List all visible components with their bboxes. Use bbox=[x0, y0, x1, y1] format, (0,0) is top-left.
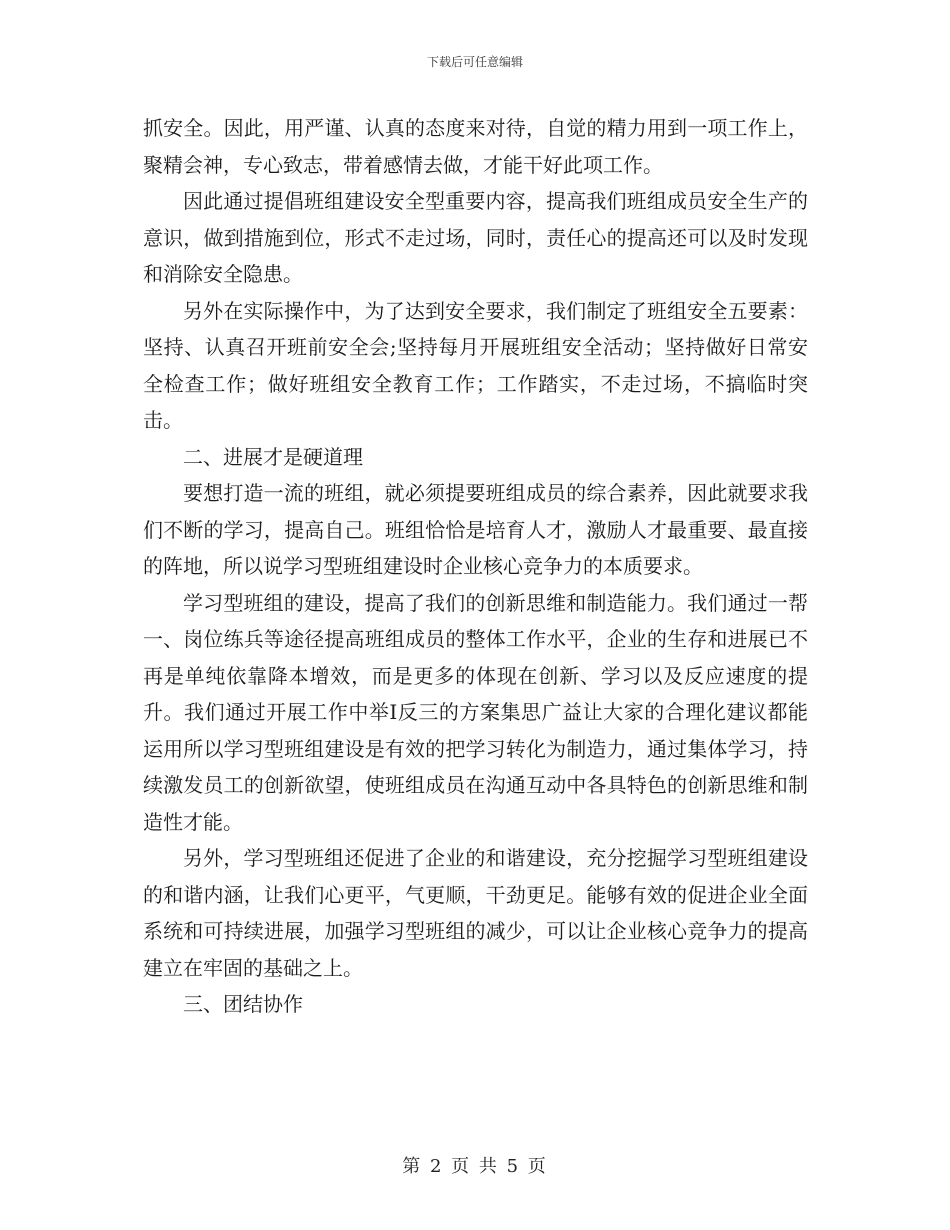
paragraph: 抓安全。因此，用严谨、认真的态度来对待，自觉的精力用到一项工作上，聚精会神，专心致志，带着感情去做，才能干好此项工作。 bbox=[143, 116, 808, 177]
paragraph: 要想打造一流的班组，就必须提要班组成员的综合素养，因此就要求我们不断的学习，提高自己。班组恰恰是培育人才，激励人才最重要、最直接的阵地，所以说学习型班组建设时企业核心竞争力的本质要求。 bbox=[143, 481, 808, 578]
page-header: 下载后可任意编辑 bbox=[426, 55, 523, 69]
section-heading: 二、进展才是硬道理 bbox=[183, 444, 363, 469]
paragraph: 另外在实际操作中，为了达到安全要求，我们制定了班组安全五要素：坚持、认真召开班前安全会;坚持每月开展班组安全活动；坚持做好日常安全检查工作；做好班组安全教育工作；工作踏实，不走过场，不搞临时突击。 bbox=[143, 298, 808, 432]
paragraph: 因此通过提倡班组建设安全型重要内容，提高我们班组成员安全生产的意识，做到措施到位，形式不走过场，同时，责任心的提高还可以及时发现和消除安全隐患。 bbox=[143, 189, 808, 286]
page-number: 第 2 页 共 5 页 bbox=[402, 1156, 548, 1177]
paragraph: 另外，学习型班组还促进了企业的和谐建设，充分挖掘学习型班组建设的和谐内涵，让我们心更平，气更顺，干劲更足。能够有效的促进企业全面系统和可持续进展，加强学习型班组的减少，可以让企业核心竞争力的提高建立在牢固的基础之上。 bbox=[143, 846, 808, 980]
section-heading: 三、团结协作 bbox=[183, 992, 303, 1016]
paragraph: 学习型班组的建设，提高了我们的创新思维和制造能力。我们通过一帮一、岗位练兵等途径提高班组成员的整体工作水平，企业的生存和进展已不再是单纯依靠降本增效，而是更多的体现在创新、学习以及反应速度的提升。我们通过开展工作中举Ⅰ反三的方案集思广益让大家的合理化建议都能运用所以学习型班组建设是有效的把学习转化为制造力，通过集体学习，持续激发员工的创新欲望，使班组成员在沟通互动中各具特色的创新思维和制造性才能。 bbox=[143, 590, 808, 834]
document-body bbox=[143, 110, 808, 1023]
